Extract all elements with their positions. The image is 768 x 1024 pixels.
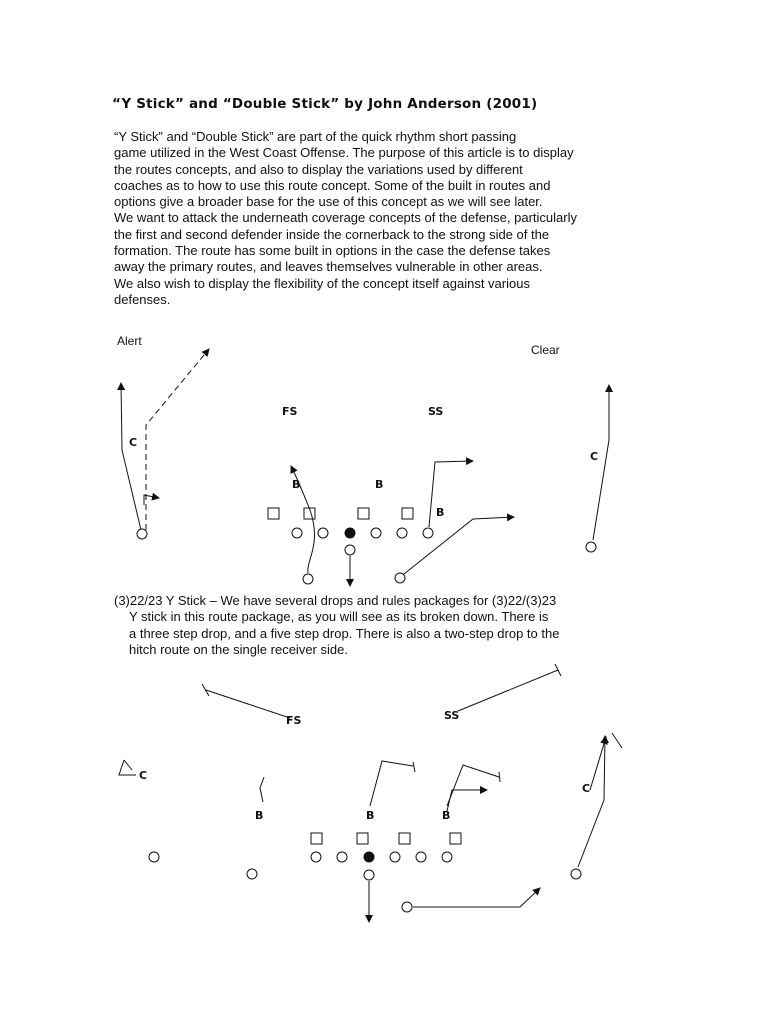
intro-line: the first and second defender inside the cornerback to the strong side of the bbox=[114, 226, 550, 242]
intro-line: coaches as to how to use this route concept. Some of the built in routes and bbox=[114, 177, 551, 193]
center-ball bbox=[364, 852, 374, 862]
intro-line: We also wish to display the flexibility of the concept itself against various bbox=[114, 275, 530, 291]
play-diagram-1 bbox=[0, 320, 768, 590]
free-safety-label: FS bbox=[282, 405, 298, 418]
play-diagram-2-svg bbox=[0, 660, 768, 940]
intro-paragraph bbox=[114, 129, 634, 308]
running-back-right bbox=[395, 573, 405, 583]
corner-right-label: C bbox=[590, 450, 599, 463]
corner-right-drop bbox=[590, 737, 606, 790]
alert-route bbox=[146, 349, 209, 530]
lineman-square bbox=[402, 508, 413, 519]
corner-right-drop-end bbox=[612, 733, 622, 748]
lb-mid-drop bbox=[370, 761, 415, 806]
rb-right-route bbox=[404, 517, 514, 574]
left-receiver bbox=[137, 529, 147, 539]
linebacker-left-label: B bbox=[292, 478, 301, 491]
intro-line: We want to attack the underneath coverage concepts of the defense, particularly bbox=[114, 210, 577, 226]
strong-safety-label: SS bbox=[428, 405, 444, 418]
right-receiver bbox=[571, 869, 581, 879]
ss-drop-line bbox=[458, 670, 558, 711]
section-line: (3)22/23 Y Stick – We have several drops and rules packages for (3)22/(3)23 bbox=[114, 593, 557, 608]
corner-right-label: C bbox=[582, 782, 591, 795]
lineman-square bbox=[358, 508, 369, 519]
play-diagram-1-svg bbox=[0, 320, 768, 590]
fs-drop-end bbox=[202, 684, 209, 696]
lineman-square bbox=[268, 508, 279, 519]
lineman-circle bbox=[318, 528, 328, 538]
corner-left-drop bbox=[119, 760, 136, 775]
lineman-circle bbox=[337, 852, 347, 862]
section-line: hitch route on the single receiver side. bbox=[129, 641, 348, 657]
lineman-circle bbox=[416, 852, 426, 862]
section-line: Y stick in this route package, as you will see as its broken down. There is bbox=[129, 609, 549, 625]
alert-label: Alert bbox=[117, 334, 142, 348]
document-title: “Y Stick” and “Double Stick” by John Anderson (2001) bbox=[112, 96, 538, 112]
linebacker-mid-label: B bbox=[375, 478, 384, 491]
lineman-square bbox=[311, 833, 322, 844]
linebacker-right-label: B bbox=[442, 809, 451, 822]
linebacker-right-label: B bbox=[436, 506, 445, 519]
section-paragraph bbox=[114, 593, 634, 658]
free-safety-label: FS bbox=[286, 714, 302, 727]
clear-label: Clear bbox=[531, 343, 560, 357]
play-diagram-2 bbox=[0, 660, 768, 940]
lineman-square bbox=[450, 833, 461, 844]
center-ball bbox=[345, 528, 355, 538]
linebacker-mid-label: B bbox=[366, 809, 375, 822]
corner-left-label: C bbox=[139, 769, 148, 782]
running-back bbox=[402, 902, 412, 912]
y-stick-route bbox=[447, 790, 487, 811]
left-go-route bbox=[121, 383, 141, 530]
rb-flat-route bbox=[413, 888, 540, 907]
intro-line: “Y Stick” and “Double Stick” are part of the quick rhythm short passing bbox=[114, 129, 517, 144]
ss-drop-end bbox=[555, 664, 561, 676]
lineman-circle bbox=[390, 852, 400, 862]
lb-left-drop bbox=[260, 777, 264, 802]
intro-line: formation. The route has some built in options in the case the defense takes bbox=[114, 243, 551, 259]
intro-line: the routes concepts, and also to display the variations used by different bbox=[114, 161, 523, 177]
slot-receiver bbox=[247, 869, 257, 879]
intro-line: options give a broader base for the use of this concept as we will see later. bbox=[114, 194, 543, 210]
lb-right-drop bbox=[447, 765, 500, 806]
section-line: a three step drop, and a five step drop. There is also a two-step drop to the bbox=[129, 625, 560, 641]
lineman-square bbox=[399, 833, 410, 844]
fs-drop-line bbox=[206, 690, 290, 718]
left-receiver bbox=[149, 852, 159, 862]
strong-safety-label: SS bbox=[444, 709, 460, 722]
lineman-circle bbox=[397, 528, 407, 538]
intro-line: defenses. bbox=[114, 291, 171, 307]
lineman-circle bbox=[311, 852, 321, 862]
right-receiver-route bbox=[578, 736, 605, 867]
lineman-circle bbox=[292, 528, 302, 538]
running-back-left bbox=[303, 574, 313, 584]
lineman-circle bbox=[371, 528, 381, 538]
quarterback bbox=[345, 545, 355, 555]
tight-end bbox=[442, 852, 452, 862]
corner-left-label: C bbox=[129, 436, 138, 449]
lineman-square bbox=[357, 833, 368, 844]
intro-line: away the primary routes, and leaves themselves vulnerable in other areas. bbox=[114, 259, 543, 275]
linebacker-left-label: B bbox=[255, 809, 264, 822]
quarterback bbox=[364, 870, 374, 880]
tight-end bbox=[423, 528, 433, 538]
right-receiver bbox=[586, 542, 596, 552]
intro-line: game utilized in the West Coast Offense. The purpose of this article is to display bbox=[114, 145, 574, 161]
